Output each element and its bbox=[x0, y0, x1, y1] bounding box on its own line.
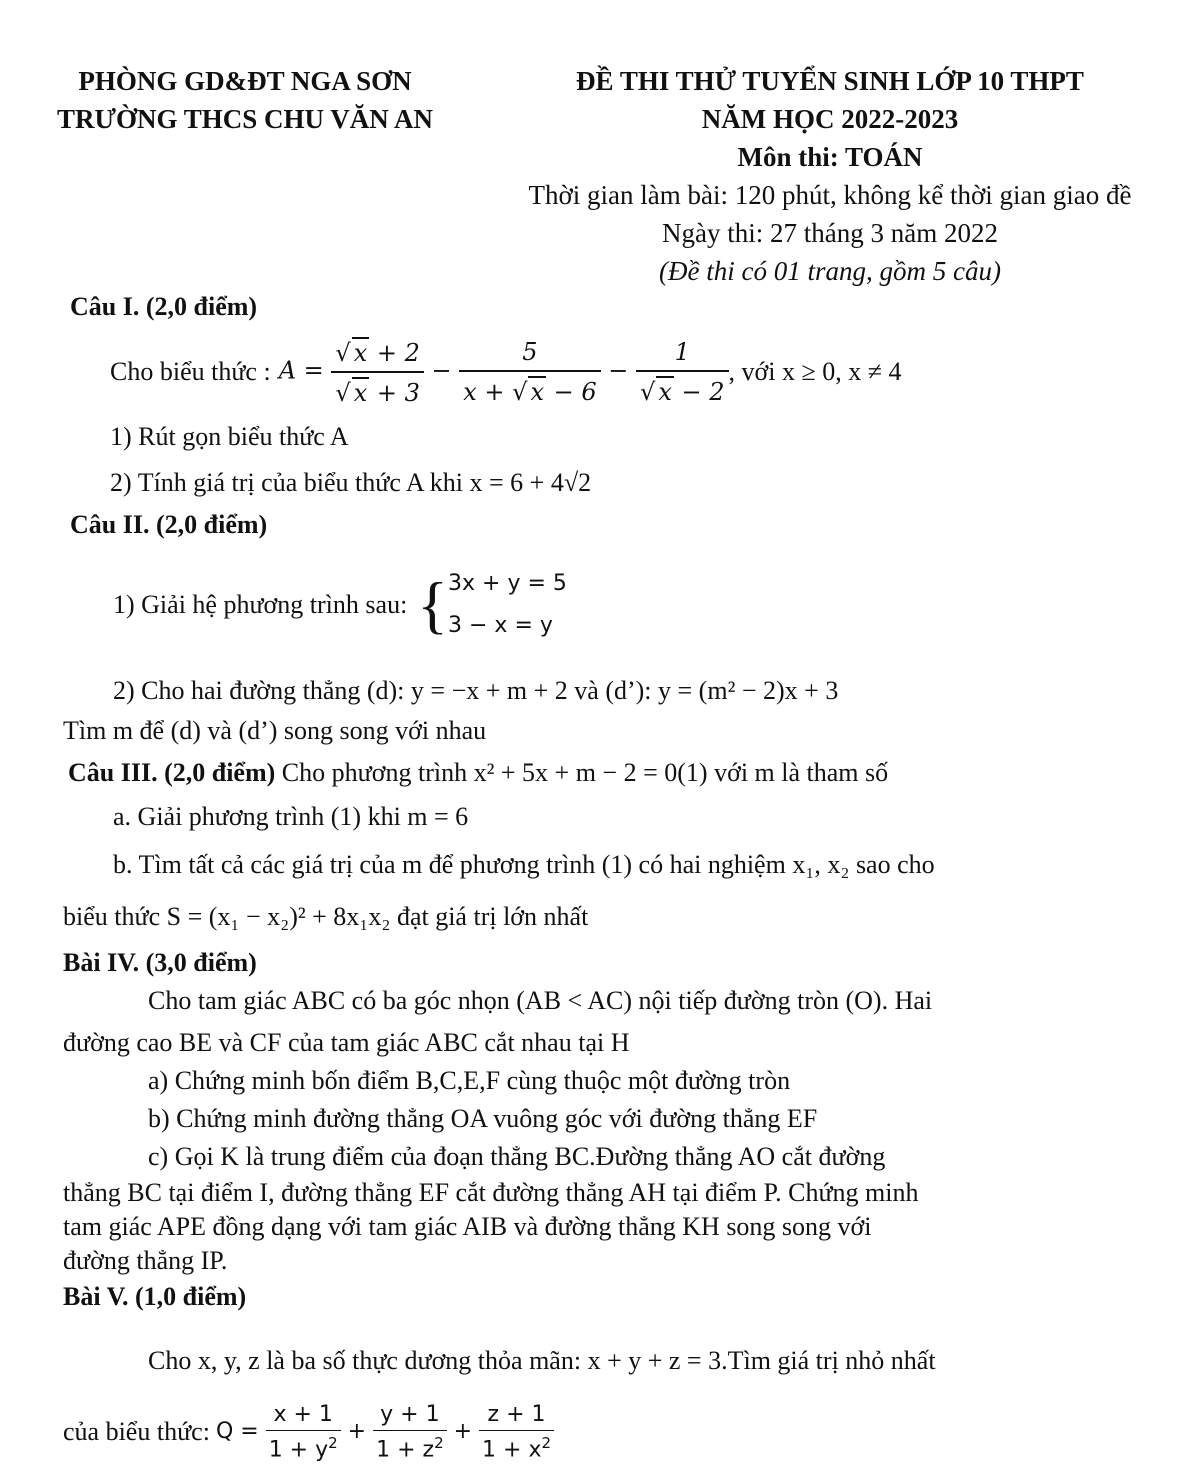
q2-part2: 2) Cho hai đường thẳng (d): y = −x + m + 2 và (d’): y = (m² − 2)x + 3 bbox=[113, 676, 839, 705]
q5-formula: Q = $\frac{x + 1}{1 + y^2}$ + $\frac{y + 1}{1 + z^2}$ + $\frac{z + 1}{1 + x^2}$ bbox=[216, 1402, 554, 1462]
q1-expression-line bbox=[110, 332, 902, 412]
q1-part1: 1) Rút gọn biểu thức A bbox=[110, 422, 349, 451]
q1-formula: A = $\frac{√ x + 2}{√ x + 3}$ − $\frac{5}{x + √ x - 6}$ − $\frac{1}{√ x - 2}$ bbox=[279, 337, 729, 407]
q3-line bbox=[68, 758, 888, 788]
school-header bbox=[20, 62, 470, 138]
q4-part-c-4: đường thẳng IP. bbox=[63, 1246, 228, 1275]
system-brace: { bbox=[417, 569, 449, 640]
q4-heading: Bài IV. (3,0 điểm) bbox=[63, 948, 257, 977]
q2-part2-cont: Tìm m để (d) và (d’) song song với nhau bbox=[63, 716, 487, 745]
q4-part-b: b) Chứng minh đường thẳng OA vuông góc với đường thẳng EF bbox=[148, 1104, 818, 1133]
equation-1: 3x + y = 5 bbox=[448, 571, 567, 596]
q2-part1-text: 1) Giải hệ phương trình sau: bbox=[113, 590, 408, 619]
q4-part-a: a) Chứng minh bốn điểm B,C,E,F cùng thuộc một đường tròn bbox=[148, 1066, 791, 1095]
exam-date: Ngày thi: 27 tháng 3 năm 2022 bbox=[662, 218, 998, 248]
q5-heading: Bài V. (1,0 điểm) bbox=[63, 1282, 247, 1311]
exam-duration: Thời gian làm bài: 120 phút, không kể thời gian giao đề bbox=[528, 180, 1132, 210]
school-year: NĂM HỌC 2022-2023 bbox=[701, 104, 959, 134]
exam-title: ĐỀ THI THỬ TUYỂN SINH LỚP 10 THPT bbox=[576, 66, 1084, 96]
q3-part-b-cont: biểu thức S = (x₁ − x₂)² + 8x₁x₂ đạt giá trị lớn nhất bbox=[63, 902, 589, 931]
department-name: PHÒNG GD&ĐT NGA SƠN bbox=[78, 66, 412, 96]
q5-fraction-1: $\frac{x + 1}{1 + y^2}$ bbox=[266, 1402, 341, 1462]
exam-subject: Môn thi: TOÁN bbox=[737, 142, 923, 172]
fraction-1: $\frac{√ x + 2}{√ x + 3}$ bbox=[331, 337, 423, 407]
q1-part2: 2) Tính giá trị của biểu thức A khi x = 6 + 4√2 bbox=[110, 468, 592, 497]
q5-fraction-3: $\frac{z + 1}{1 + x^2}$ bbox=[479, 1402, 554, 1462]
q5-fraction-2: $\frac{y + 1}{1 + z^2}$ bbox=[373, 1402, 447, 1462]
equation-2: 3 − x = y bbox=[448, 613, 553, 638]
q3-heading: Câu III. (2,0 điểm) bbox=[68, 758, 276, 787]
exam-note: (Đề thi có 01 trang, gồm 5 câu) bbox=[659, 256, 1001, 286]
q4-part-c-2: thẳng BC tại điểm I, đường thẳng EF cắt đường thẳng AH tại điểm P. Chứng minh bbox=[63, 1178, 919, 1207]
q2-heading: Câu II. (2,0 điểm) bbox=[70, 510, 268, 539]
q5-line-2-text: của biểu thức: bbox=[63, 1417, 210, 1446]
q1-heading: Câu I. (2,0 điểm) bbox=[70, 292, 258, 321]
exam-header bbox=[470, 62, 1190, 290]
q1-condition: , với x ≥ 0, x ≠ 4 bbox=[728, 357, 902, 386]
q1-intro: Cho biểu thức : bbox=[110, 357, 271, 386]
q2-part1 bbox=[113, 560, 567, 650]
q5-line-2 bbox=[63, 1392, 554, 1472]
q5-line-1: Cho x, y, z là ba số thực dương thỏa mãn: x + y + z = 3.Tìm giá trị nhỏ nhất bbox=[148, 1346, 936, 1375]
fraction-3: $\frac{1}{√ x - 2}$ bbox=[636, 338, 728, 406]
q4-part-c-1: c) Gọi K là trung điểm của đoạn thẳng BC.Đường thẳng AO cắt đường bbox=[148, 1142, 886, 1171]
q4-part-c-3: tam giác APE đồng dạng với tam giác AIB và đường thẳng KH song song với bbox=[63, 1212, 872, 1241]
q3-intro: Cho phương trình x² + 5x + m − 2 = 0(1) với m là tham số bbox=[275, 758, 889, 787]
school-name: TRƯỜNG THCS CHU VĂN AN bbox=[56, 104, 434, 134]
q4-intro-2: đường cao BE và CF của tam giác ABC cắt nhau tại H bbox=[63, 1028, 630, 1057]
equation-system bbox=[448, 563, 567, 647]
q4-intro-1: Cho tam giác ABC có ba góc nhọn (AB < AC) nội tiếp đường tròn (O). Hai bbox=[148, 986, 933, 1015]
q3-part-b: b. Tìm tất cả các giá trị của m để phương trình (1) có hai nghiệm x₁, x₂ sao cho bbox=[113, 850, 935, 879]
q3-part-a: a. Giải phương trình (1) khi m = 6 bbox=[113, 802, 469, 831]
fraction-2: $\frac{5}{x + √ x - 6}$ bbox=[459, 338, 600, 406]
